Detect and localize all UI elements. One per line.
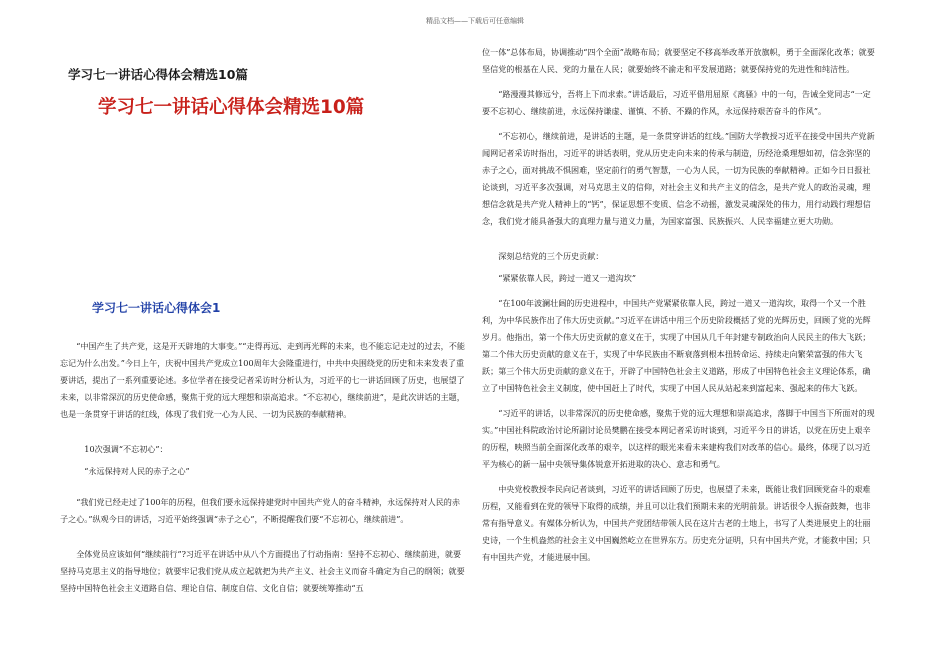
body-paragraph: “中国产生了共产党，这是开天辟地的大事变。”“走得再远、走到再光辉的未来，也不能忘记走过的过去，不能忘记为什么出发。”今日上午，庆祝中国共产党成立100周年大会隆重进行，中共中央围绕党的历史和未来发表了重要讲话，提出了一系列重要论述。多位学者在接受记者采访时分析认为，习近平的七一讲话回顾了历史，也展望了未来，以非常深沉的历史使命感，聚焦于党的远大理想和崇高追求。“不忘初心，继续前进”，是此次讲话的主题，也是一条贯穿于讲话的红线，体现了我们党一心为人民、一切为民族的奉献精神。 (60, 341, 465, 419)
document-title: 学习七一讲话心得体会精选10篇 (68, 67, 248, 82)
page-header: 精品文档——下载后可任意编辑 (426, 17, 524, 25)
body-paragraph: “我们党已经走过了100年的历程，但我们要永远保持建党时中国共产党人的奋斗精神，永远保持对人民的赤子之心。”纵观今日的讲话，习近平始终强调“赤子之心”，不断提醒我们要“不忘初心，继续前进”。 (60, 497, 460, 524)
article-heading: 学习七一讲话心得体会精选10篇 (98, 97, 365, 118)
body-paragraph: 位一体”总体布局，协调推动“四个全面”战略布局；就要坚定不移高举改革开放旗帜，勇于全面深化改革；就要坚信党的根基在人民、党的力量在人民；就要始终不渝走和平发展道路；就要保持党的先进性和纯洁性。 (482, 47, 875, 74)
body-paragraph: “路漫漫其修远兮，吾将上下而求索。”讲话最后，习近平借用屈原《离骚》中的一句，告诫全党同志“一定要不忘初心、继续前进，永远保持谦虚、谨慎、不骄、不躁的作风，永远保持艰苦奋斗的作风”。 (482, 89, 871, 116)
section-heading: 学习七一讲话心得体会1 (92, 301, 221, 315)
body-paragraph: “不忘初心，继续前进，是讲话的主题，是一条贯穿讲话的红线。”国防大学教授习近平在接受中国共产党新闻网记者采访时指出，习近平的讲话表明，党从历史走向未来的传承与制造，历经沧桑理想如初，信念弥坚的赤子之心，面对挑战不惧困难，坚定前行的勇气智慧，一心为人民，一切为民族的奉献精神。正如今日日报社论谈到，习近平多次强调，对马克思主义的信仰，对社会主义和共产主义的信念，是共产党人的政治灵魂，理想信念就是共产党人精神上的“钙”，保证思想不变质、信念不动摇，激发灵魂深处的伟力，用行动践行理想信念，我们党才能具备强大的真理力量与道义力量，为国家富强、民族振兴、人民幸福建立更大功勋。 (482, 131, 875, 226)
body-paragraph: 全体党员应该如何“继续前行”?习近平在讲话中从八个方面提出了行动指南：坚持不忘初心、继续前进，就要坚持马克思主义的指导地位；就要牢记我们党从成立起就把为共产主义、社会主义而奋斗确定为自己的纲领；就要坚持中国特色社会主义道路自信、理论自信、制度自信、文化自信；就要统筹推动“五 (60, 549, 465, 593)
left-column (60, 44, 466, 597)
body-paragraph: “永远保持对人民的赤子之心” (84, 466, 190, 476)
body-paragraph: “紧紧依靠人民，跨过一道又一道沟坎” (498, 273, 636, 283)
body-paragraph: “在100年波澜壮阔的历史进程中，中国共产党紧紧依靠人民，跨过一道又一道沟坎，取得一个又一个胜利，为中华民族作出了伟大历史贡献。”习近平在讲话中用三个历史阶段概括了党的光辉历史，回顾了党的光辉岁月。他指出，第一个伟大历史贡献的意义在于，实现了中国从几千年封建专制政治向人民民主的伟大飞跃；第二个伟大历史贡献的意义在于，实现了中华民族由不断衰落到根本扭转命运、持续走向繁荣富强的伟大飞跃；第三个伟大历史贡献的意义在于，开辟了中国特色社会主义道路，形成了中国特色社会主义理论体系，确立了中国特色社会主义制度，使中国赶上了时代，实现了中国人民从站起来到富起来、强起来的伟大飞跃。 (482, 298, 871, 393)
body-paragraph: 10次强调“不忘初心”： (84, 444, 168, 454)
right-column (482, 44, 876, 566)
body-paragraph: “习近平的讲话，以非常深沉的历史使命感，聚焦于党的远大理想和崇高追求，落脚于中国当下所面对的现实。”中国社科院政治讨论所副讨论员樊鹏在接受本网记者采访时谈到，习近平今日的讲话，以党在历史上艰辛的历程，映照当前全面深化改革的艰辛，以这样的眼光来看未来建构我们对改革的信心。最终，体现了以习近平为核心的新一届中央领导集体锐意开拓进取的决心、意志和勇气。 (482, 408, 875, 469)
body-paragraph: 中央党校教授李民向记者谈到，习近平的讲话回顾了历史，也展望了未来，既能让我们回顾党奋斗的艰难历程，又能看到在党的领导下取得的成绩，并且可以让我们预期未来的光明前景。讲话很令人振奋鼓舞，也非常有指导意义。有媒体分析认为，中国共产党团结带领人民在这片古老的土地上，书写了人类进展史上的壮丽史诗，一个生机盎然的社会主义中国巍然屹立在世界东方。历史充分证明，只有中国共产党，才能救中国；只有中国共产党，才能进展中国。 (482, 484, 871, 562)
body-paragraph: 深刻总结党的三个历史贡献： (498, 251, 604, 261)
